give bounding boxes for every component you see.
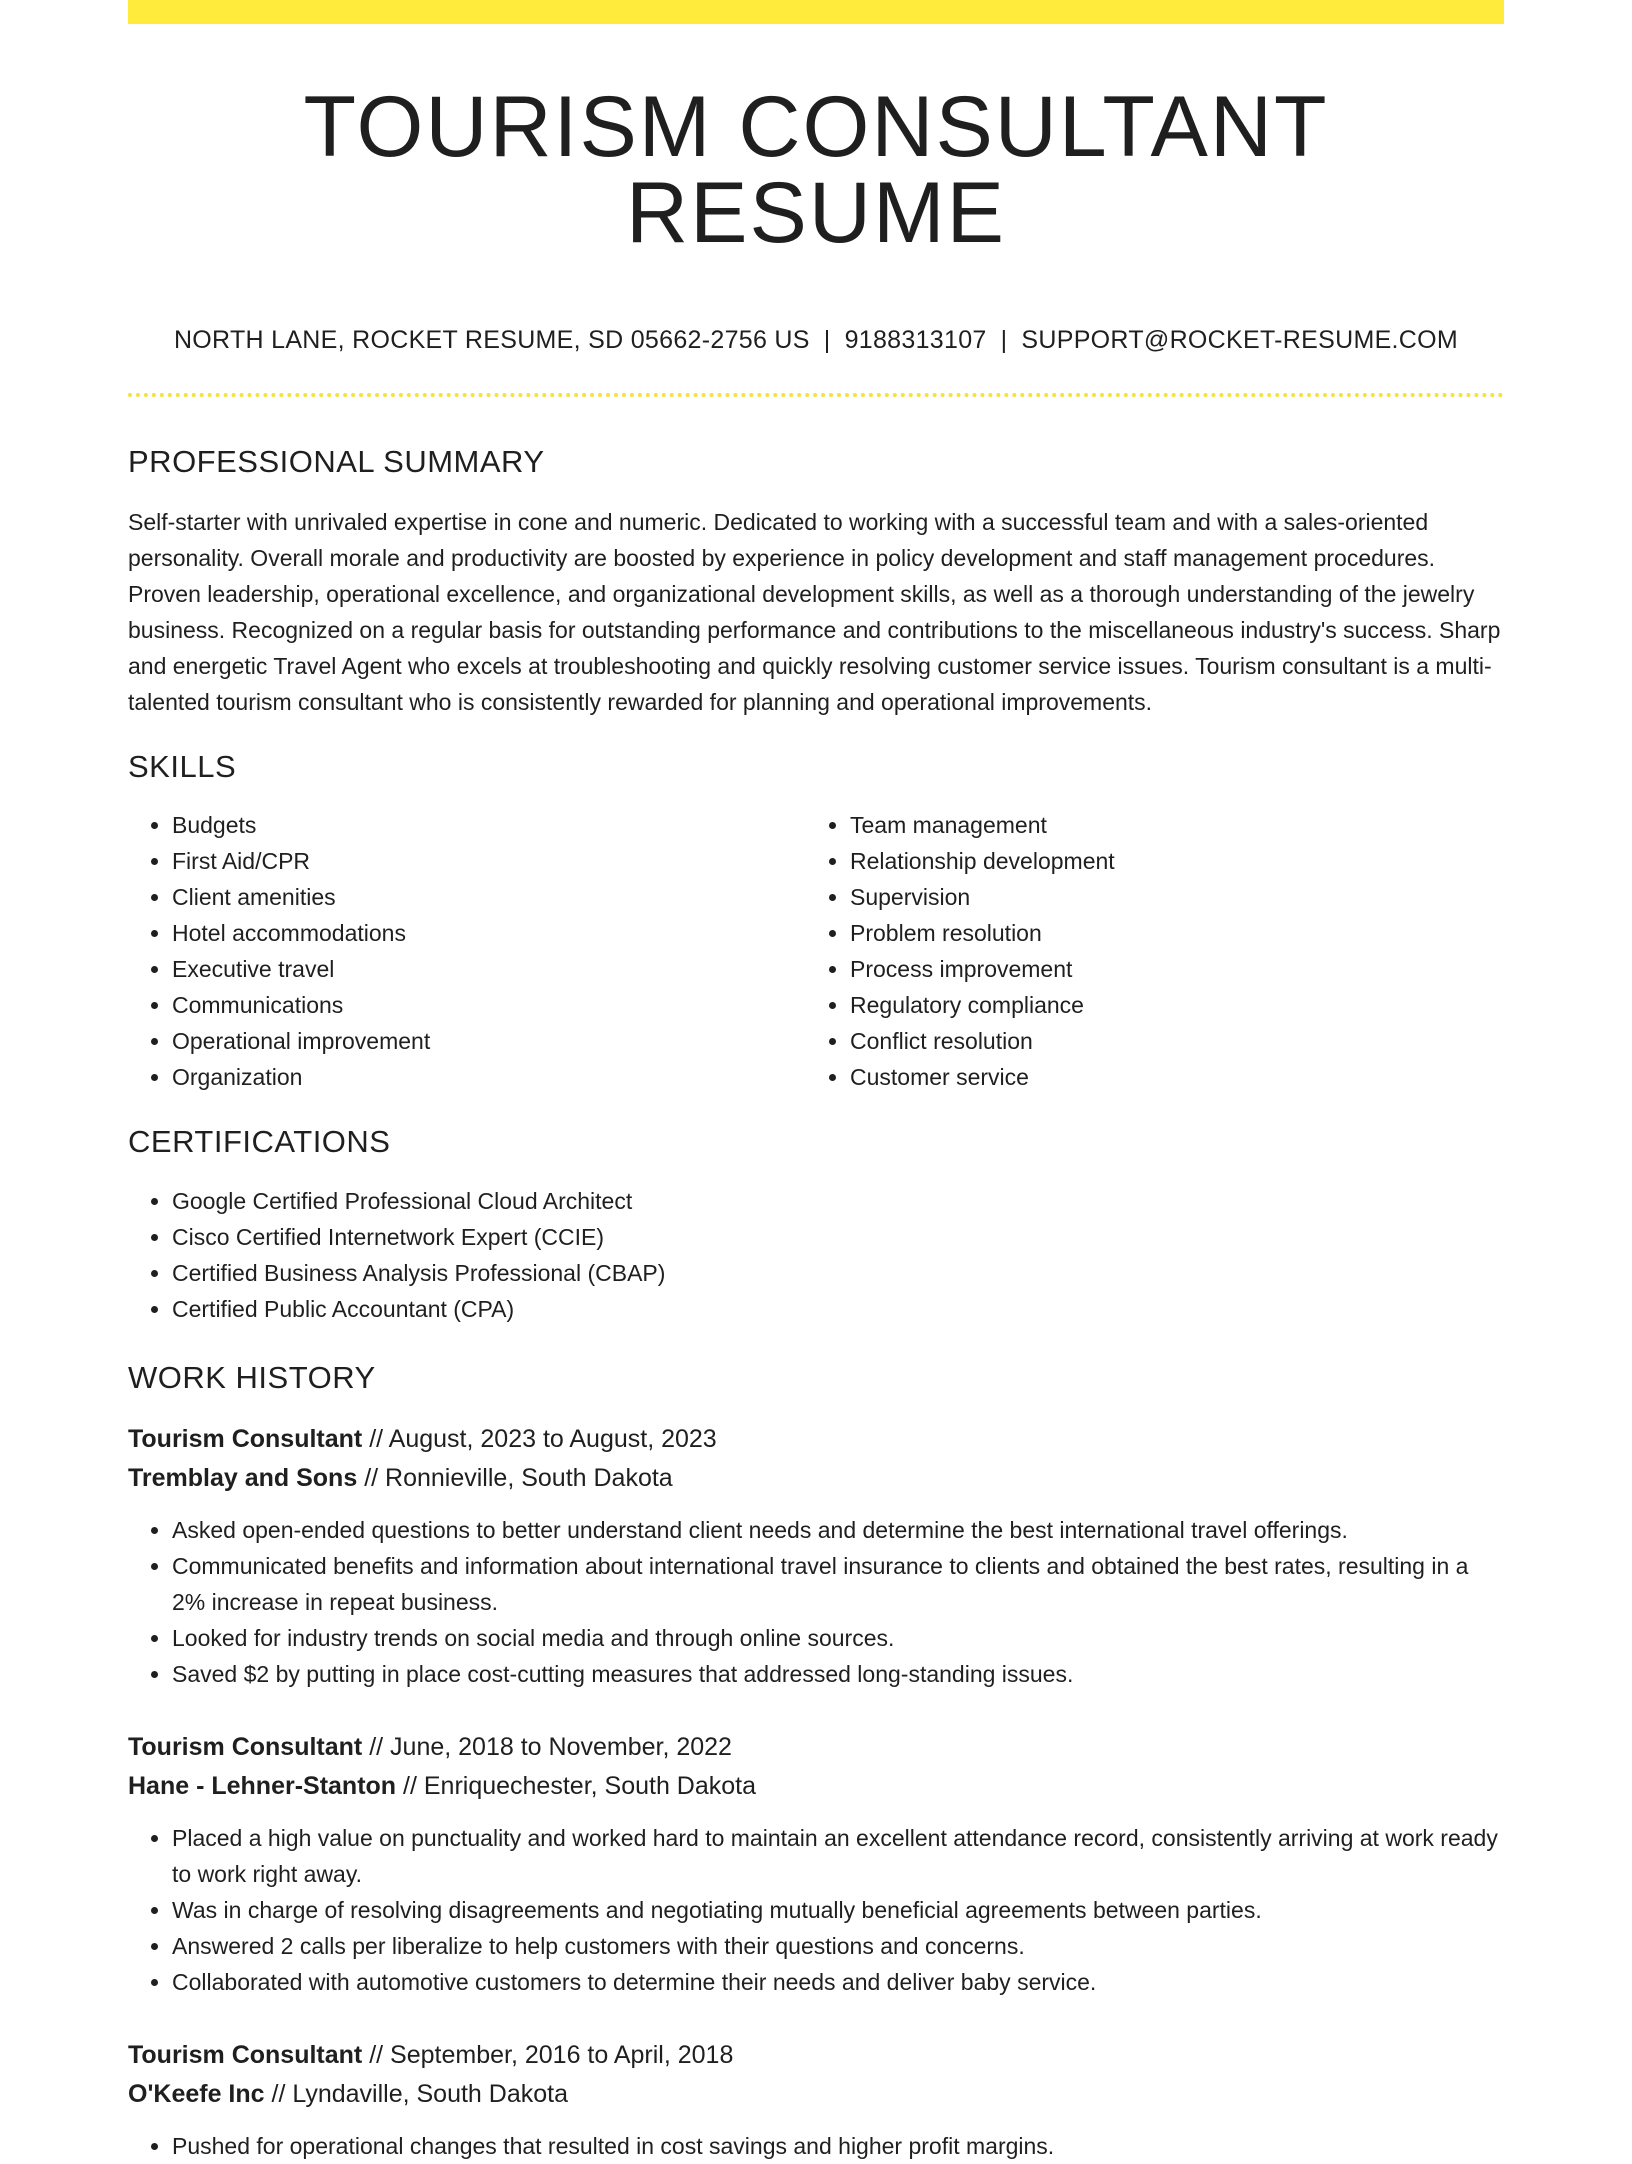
skills-section — [128, 748, 1504, 1095]
skill-item: • Team management — [850, 807, 1484, 843]
job-title: Tourism Consultant — [128, 2040, 363, 2069]
certification-item: • Certified Public Accountant (CPA) — [172, 1291, 1504, 1327]
job-bullet: • Answered 2 calls per liberalize to help customers with their questions and concerns. — [172, 1928, 1504, 1964]
certifications-list — [128, 1183, 1504, 1327]
skill-item: • First Aid/CPR — [172, 843, 806, 879]
resume-page — [128, 0, 1504, 2164]
contact-line — [128, 326, 1504, 355]
job-bullets — [128, 1820, 1504, 2000]
skill-item: • Regulatory compliance — [850, 987, 1484, 1023]
certifications-heading: CERTIFICATIONS — [128, 1124, 391, 1160]
skills-left-list — [128, 807, 806, 1095]
skill-item: • Relationship development — [850, 843, 1484, 879]
job-company: Hane - Lehner-Stanton — [128, 1771, 397, 1800]
skills-columns — [128, 807, 1504, 1095]
work-history-section — [128, 1359, 1504, 2164]
job-company: Tremblay and Sons — [128, 1463, 358, 1492]
jobs-list — [128, 1420, 1504, 2164]
job-company: O'Keefe Inc — [128, 2079, 265, 2108]
skills-heading: SKILLS — [128, 749, 237, 785]
skill-item: • Hotel accommodations — [172, 915, 806, 951]
job-entry — [128, 2036, 1504, 2164]
job-title: Tourism Consultant — [128, 1732, 363, 1761]
job-dates: // September, 2016 to April, 2018 — [362, 2040, 734, 2069]
summary-section — [128, 443, 1504, 720]
job-company-line — [128, 1767, 1504, 1806]
accent-bar — [128, 0, 1504, 24]
phone: 9188313107 — [844, 326, 987, 354]
skill-item: • Executive travel — [172, 951, 806, 987]
job-company-line — [128, 2075, 1504, 2114]
job-title-line — [128, 1728, 1504, 1767]
resume-title: TOURISM CONSULTANT RESUME — [303, 79, 1329, 261]
job-bullet: • Collaborated with automotive customers to determine their needs and deliver baby service. — [172, 1964, 1504, 2000]
job-bullets — [128, 1512, 1504, 1692]
summary-text: Self-starter with unrivaled expertise in cone and numeric. Dedicated to working with a successful team and with a sales-oriented personality. Overall morale and productivity are boosted by experience in policy development and staff management procedures. Proven leadership, operational excellence, and organizational development skills, as well as a thorough understanding of the jewelry business. Recognized on a regular basis for outstanding performance and contributions to the miscellaneous industry's success. Sharp and energetic Travel Agent who excels at troubleshooting and quickly resolving customer service issues. Tourism consultant is a multi-talented tourism consultant who is consistently rewarded for planning and operational improvements. — [128, 509, 1501, 716]
skills-right-list — [806, 807, 1484, 1095]
job-bullet: • Placed a high value on punctuality and worked hard to maintain an excellent attendance record, consistently arriving at work ready to work right away. — [172, 1820, 1504, 1892]
skill-item: • Problem resolution — [850, 915, 1484, 951]
job-bullet: • Asked open-ended questions to better understand client needs and determine the best international travel offerings. — [172, 1512, 1504, 1548]
skill-item: • Process improvement — [850, 951, 1484, 987]
skill-item: • Budgets — [172, 807, 806, 843]
job-title-line — [128, 1420, 1504, 1459]
skill-item: • Conflict resolution — [850, 1023, 1484, 1059]
skill-item: • Supervision — [850, 879, 1484, 915]
skill-item: • Client amenities — [172, 879, 806, 915]
job-company-line — [128, 1459, 1504, 1498]
skill-item: • Operational improvement — [172, 1023, 806, 1059]
summary-heading: PROFESSIONAL SUMMARY — [128, 444, 545, 479]
job-location: // Ronnieville, South Dakota — [357, 1463, 673, 1492]
job-title-line — [128, 2036, 1504, 2075]
job-bullet: • Was in charge of resolving disagreements and negotiating mutually beneficial agreements between parties. — [172, 1892, 1504, 1928]
job-title: Tourism Consultant — [128, 1424, 363, 1453]
work-history-heading: WORK HISTORY — [128, 1359, 376, 1395]
certification-item: • Google Certified Professional Cloud Architect — [172, 1183, 1504, 1219]
job-bullet: • Pushed for operational changes that resulted in cost savings and higher profit margins. — [172, 2128, 1504, 2164]
job-location: // Enriquechester, South Dakota — [396, 1771, 757, 1800]
job-location: // Lyndaville, South Dakota — [264, 2079, 568, 2108]
certification-item: • Cisco Certified Internetwork Expert (CCIE) — [172, 1219, 1504, 1255]
job-entry — [128, 1728, 1504, 2000]
dotted-divider — [128, 393, 1504, 397]
skill-item: • Communications — [172, 987, 806, 1023]
skill-item: • Customer service — [850, 1059, 1484, 1095]
job-bullet: • Looked for industry trends on social media and through online sources. — [172, 1620, 1504, 1656]
job-bullet: • Communicated benefits and information about international travel insurance to clients and obtained the best rates, resulting in a 2% increase in repeat business. — [172, 1548, 1504, 1620]
certifications-section — [128, 1123, 1504, 1326]
address: NORTH LANE, ROCKET RESUME, SD 05662-2756 US — [173, 326, 810, 354]
email: SUPPORT@ROCKET-RESUME.COM — [1021, 326, 1459, 354]
job-dates: // June, 2018 to November, 2022 — [362, 1732, 732, 1761]
job-bullet: • Saved $2 by putting in place cost-cutting measures that addressed long-standing issues. — [172, 1656, 1504, 1692]
skill-item: • Organization — [172, 1059, 806, 1095]
job-bullets — [128, 2128, 1504, 2164]
job-dates: // August, 2023 to August, 2023 — [362, 1424, 717, 1453]
certification-item: • Certified Business Analysis Professional (CBAP) — [172, 1255, 1504, 1291]
contact-separator: | — [1000, 326, 1008, 354]
job-entry — [128, 1420, 1504, 1692]
contact-separator: | — [823, 326, 831, 354]
